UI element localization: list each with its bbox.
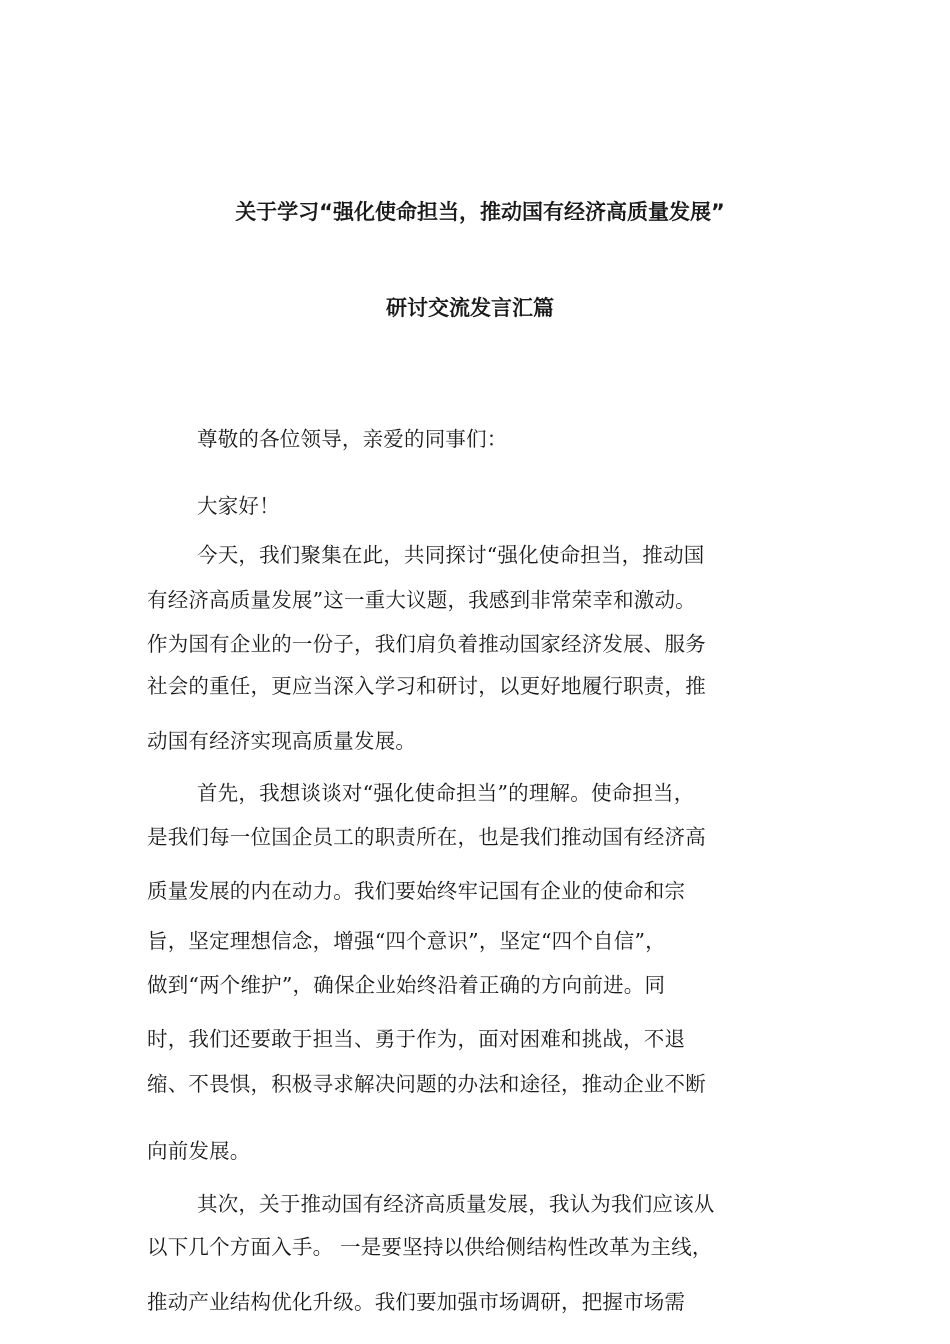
body-line: 时，我们还要敢于担当、勇于作为，面对困难和挑战，不退 (147, 1027, 686, 1051)
body-line: 作为国有企业的一份子，我们肩负着推动国家经济发展、服务 (147, 632, 706, 656)
body-line: 今天，我们聚集在此，共同探讨“强化使命担当，推动国 (197, 543, 705, 567)
body-line: 向前发展。 (147, 1139, 251, 1163)
body-line: 推动产业结构优化升级。我们要加强市场调研，把握市场需 (147, 1290, 686, 1314)
document-title-line-1: 关于学习“强化使命担当，推动国有经济高质量发展” (235, 200, 725, 224)
body-line: 以下几个方面入手。 一是要坚持以供给侧结构性改革为主线， (147, 1235, 713, 1259)
body-line: 旨，坚定理想信念，增强“四个意识”，坚定“四个自信”， (147, 929, 666, 953)
body-line: 社会的重任，更应当深入学习和研讨，以更好地履行职责，推 (147, 674, 706, 698)
body-line: 有经济高质量发展”这一重大议题，我感到非常荣幸和激动。 (147, 588, 696, 612)
body-line: 做到“两个维护”，确保企业始终沿着正确的方向前进。同 (147, 973, 666, 997)
body-line: 其次，关于推动国有经济高质量发展，我认为我们应该从 (197, 1192, 715, 1216)
body-line: 质量发展的内在动力。我们要始终牢记国有企业的使命和宗 (147, 879, 686, 903)
salutation: 尊敬的各位领导，亲爱的同事们： (197, 427, 508, 451)
body-line: 是我们每一位国企员工的职责所在，也是我们推动国有经济高 (147, 825, 706, 849)
body-line: 动国有经济实现高质量发展。 (147, 729, 417, 753)
document-title-line-2: 研讨交流发言汇篇 (386, 296, 554, 320)
body-line: 首先，我想谈谈对“强化使命担当”的理解。使命担当， (197, 781, 695, 805)
body-line: 缩、不畏惧，积极寻求解决问题的办法和途径，推动企业不断 (147, 1072, 706, 1096)
greeting: 大家好！ (197, 494, 280, 518)
